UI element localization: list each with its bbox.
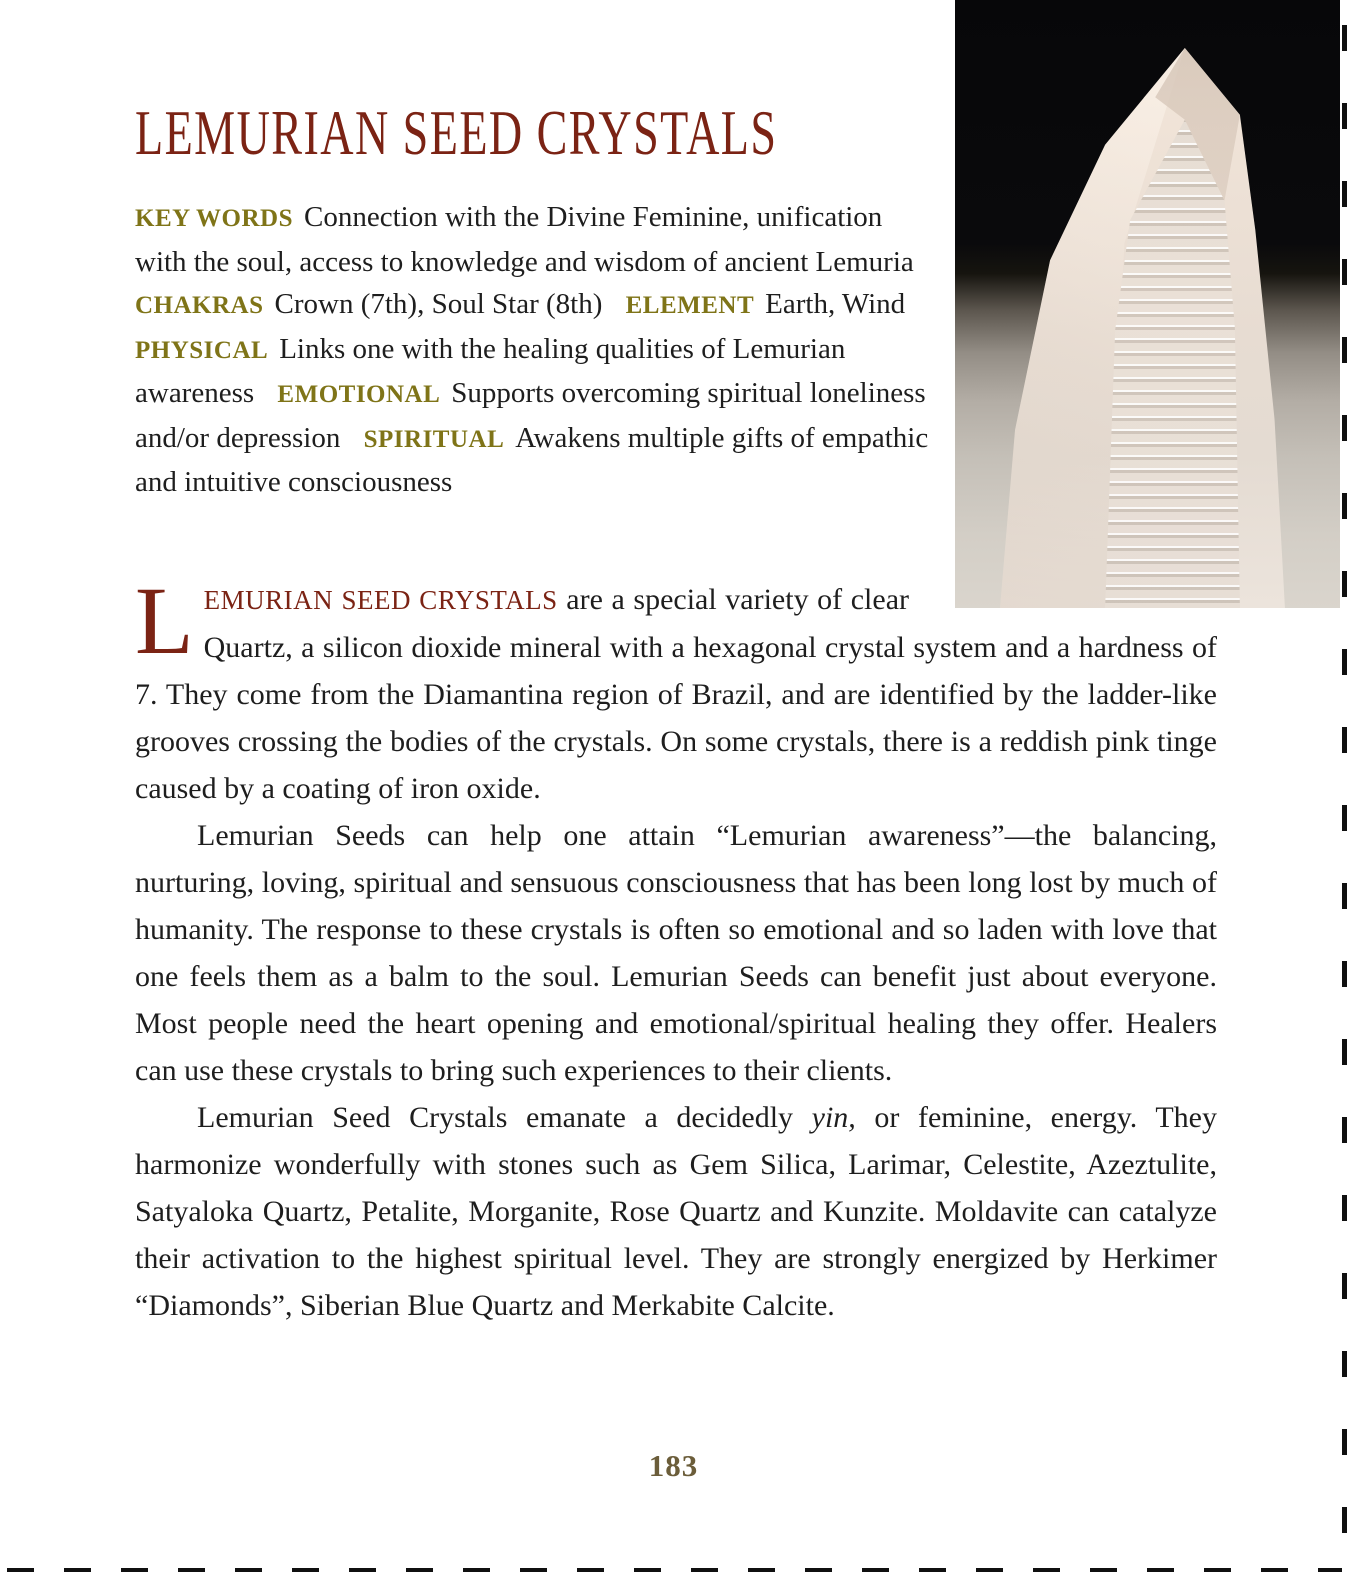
key-words-text: Connection with the Divine Feminine, unification with the soul, access to knowledge and wisdom of ancient Lemuria — [135, 201, 914, 278]
drop-cap: L — [135, 567, 194, 674]
page-number: 183 — [648, 1448, 699, 1483]
right-edge-scan-marks — [1342, 25, 1347, 1572]
paragraph-3-italic: yin, — [811, 1101, 856, 1134]
element-text: Earth, Wind — [765, 288, 906, 320]
crystal-photo — [955, 0, 1340, 608]
paragraph-1-text: are a special variety of clear Quartz, a silicon dioxide mineral with a hexagonal crystal system and a hardness of 7. They come from the Diamantina region of Brazil, and are identified by the ladder-like grooves crossing the bodies of the crystals. On some crystals, there is a reddish pink tinge caused by a coating of iron oxide. — [135, 583, 1217, 805]
bottom-edge-scan-marks — [7, 1568, 1342, 1572]
paragraph-2: Lemurian Seeds can help one attain “Lemurian awareness”—the balancing, nurturing, loving, spiritual and sensuous consciousness that has been long lost by much of humanity. The response to these crystals is often so emotional and so laden with love that one feels them as a balm to the soul. Lemurian Seeds can benefit just about everyone. Most people need the heart opening and emotional/spiritual healing they offer. Healers can use these crystals to bring such experiences to their clients. — [135, 819, 1217, 1087]
physical-text: Links one with the healing qualities of Lemurian awareness — [135, 332, 846, 409]
paragraph-3 — [135, 1094, 1217, 1329]
body-text — [135, 567, 1217, 1329]
chakras-text: Crown (7th), Soul Star (8th) — [274, 288, 603, 320]
key-words-label: KEY WORDS — [135, 205, 294, 232]
element-label: ELEMENT — [625, 292, 755, 319]
lead-in-small-caps: EMURIAN SEED CRYSTALS — [203, 585, 558, 615]
paragraph-3-before: Lemurian Seed Crystals emanate a decidedly — [197, 1101, 812, 1134]
properties-block — [135, 196, 941, 504]
photo-text-wrap-spacer — [909, 576, 1217, 606]
spiritual-text: Awakens multiple gifts of empathic and intuitive consciousness — [135, 421, 929, 498]
physical-label: PHYSICAL — [135, 336, 269, 364]
page-title — [135, 96, 1027, 170]
spiritual-label: SPIRITUAL — [363, 425, 505, 453]
chakras-label: CHAKRAS — [135, 292, 264, 319]
paragraph-3-after: or feminine, energy. They harmonize wonderfully with stones such as Gem Silica, Larimar, Celestite, Azeztulite, Satyaloka Quartz, Petalite, Morganite, Rose Quartz and Kunzite. Moldavite can catalyze their activation to the highest spiritual level. They are strongly energized by Herkimer “Diamonds”, Siberian Blue Quartz and Merkabite Calcite. — [135, 1101, 1217, 1322]
emotional-label: EMOTIONAL — [277, 381, 441, 408]
page-title-text: LEMURIAN SEED CRYSTALS — [135, 97, 778, 168]
emotional-text: Supports overcoming spiritual loneliness and/or depression — [135, 377, 926, 454]
paragraph-1 — [135, 567, 1217, 812]
